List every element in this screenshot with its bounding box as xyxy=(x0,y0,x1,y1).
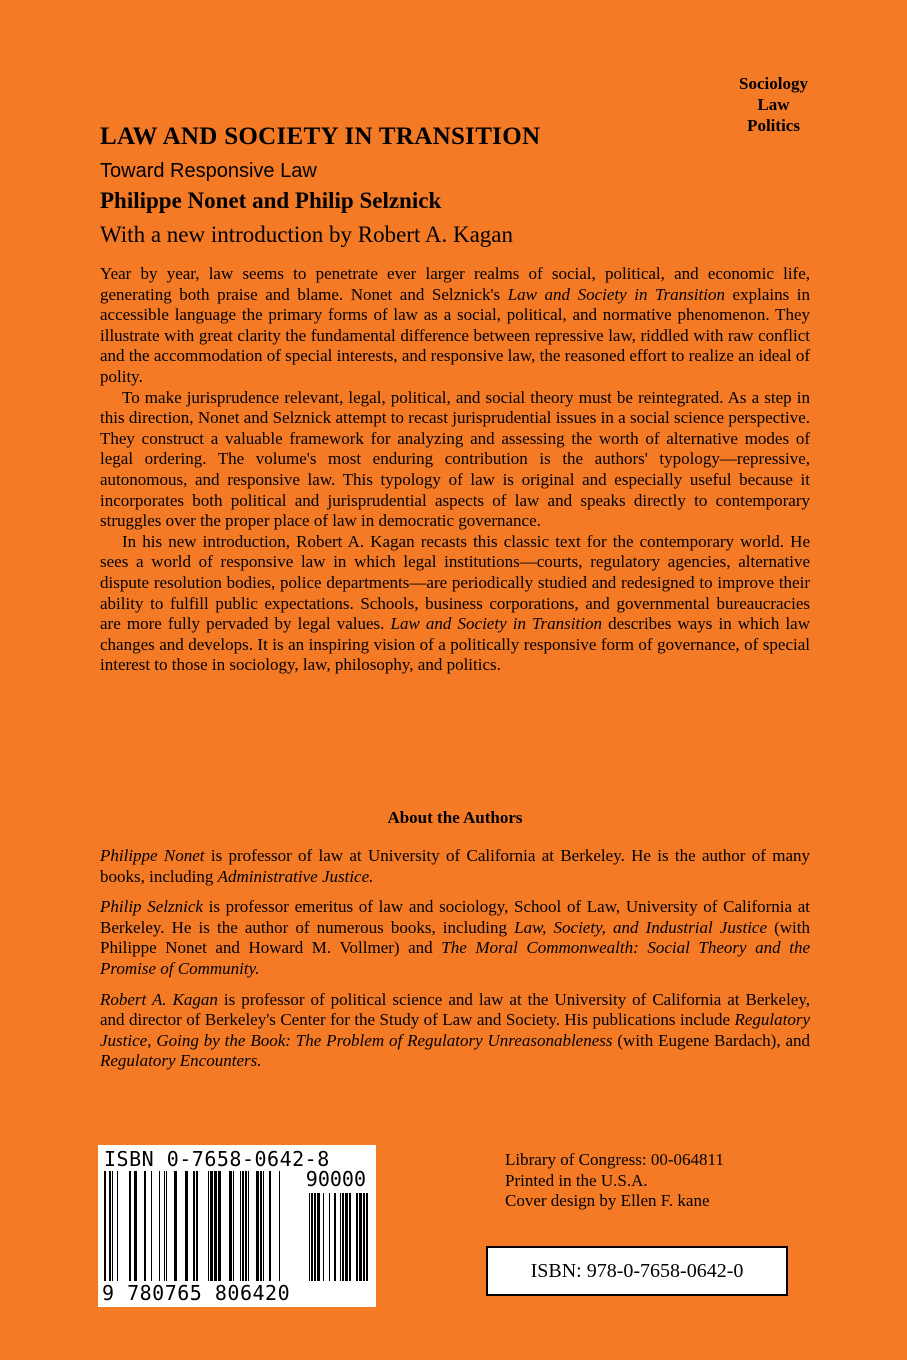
book-description xyxy=(100,264,810,676)
about-authors-heading: About the Authors xyxy=(387,808,523,827)
category-politics: Politics xyxy=(747,116,800,135)
description-paragraph: Year by year, law seems to penetrate ever larger realms of social, political, and economic life, generating both praise and blame. Nonet and Selznick's Law and Society in Transition explains in accessible language the primary forms of law as a social, political, and normative phenomenon. They illustrate with great clarity the fundamental difference between repressive law, riddled with raw conflict and the accommodation of special interests, and responsive law, the reasoned effort to realize an ideal of polity. xyxy=(100,264,810,386)
book-authors: Philippe Nonet and Philip Selznick xyxy=(100,188,442,213)
barcode xyxy=(98,1145,376,1307)
description-paragraph: In his new introduction, Robert A. Kagan recasts this classic text for the contemporary world. He sees a world of responsive law in which legal institutions—courts, regulatory agencies, alternative dispute resolution bodies, police departments—are periodically studied and redesigned to improve their ability to fulfill public expectations. Schools, business corporations, and governmental bureaucracies are more fully pervaded by legal values. Law and Society in Transition describes ways in which law changes and develops. It is an inspiring vision of a politically responsive form of governance, of special interest to those in sociology, law, philosophy, and politics. xyxy=(100,531,810,675)
printed-in: Printed in the U.S.A. xyxy=(505,1170,648,1190)
library-of-congress: Library of Congress: 00-064811 xyxy=(505,1150,724,1169)
isbn13-box xyxy=(486,1246,788,1296)
category-law: Law xyxy=(757,95,790,114)
barcode-price-code: 90000 xyxy=(305,1167,366,1191)
book-header xyxy=(100,120,820,250)
about-authors xyxy=(100,846,810,1082)
isbn13: ISBN: 978-0-7658-0642-0 xyxy=(530,1259,744,1282)
author-bio: Philippe Nonet is professor of law at University of California at Berkeley. He is the author of many books, including Administrative Justice. xyxy=(100,846,810,886)
barcode-isbn10: ISBN 0-7658-0642-8 xyxy=(104,1147,330,1171)
cover-design-credit: Cover design by Ellen F. kane xyxy=(505,1191,710,1210)
barcode-number: 9 780765 806420 xyxy=(102,1281,291,1305)
category-sociology: Sociology xyxy=(739,74,808,93)
book-intro-credit: With a new introduction by Robert A. Kagan xyxy=(100,222,513,247)
book-subtitle: Toward Responsive Law xyxy=(100,160,317,182)
author-bio: Robert A. Kagan is professor of political science and law at the University of California at Berkeley, and director of Berkeley's Center for the Study of Law and Society. His publications include Regulatory Justice, Going by the Book: The Problem of Regulatory Unreasonableness (with Eugene Bardach), and Regulatory Encounters. xyxy=(100,989,811,1071)
description-paragraph: To make jurisprudence relevant, legal, political, and social theory must be reintegrated. As a step in this direction, Nonet and Selznick attempt to recast jurisprudential issues in a social science perspective. They construct a valuable framework for analyzing and assessing the worth of alternative modes of legal ordering. The volume's most enduring contribution is the authors' typology—repressive, autonomous, and responsive law. This typology of law is original and especially useful because it incorporates both political and jurisprudential aspects of law and speaks directly to contemporary struggles over the proper place of law in democratic governance. xyxy=(100,387,810,531)
book-title: LAW AND SOCIETY IN TRANSITION xyxy=(100,123,541,150)
author-bio: Philip Selznick is professor emeritus of law and sociology, School of Law, University of California at Berkeley. He is the author of numerous books, including Law, Society, and Industrial Justice (with Philippe Nonet and Howard M. Vollmer) and The Moral Commonwealth: Social Theory and the Promise of Community. xyxy=(100,897,811,978)
colophon xyxy=(505,1150,724,1212)
